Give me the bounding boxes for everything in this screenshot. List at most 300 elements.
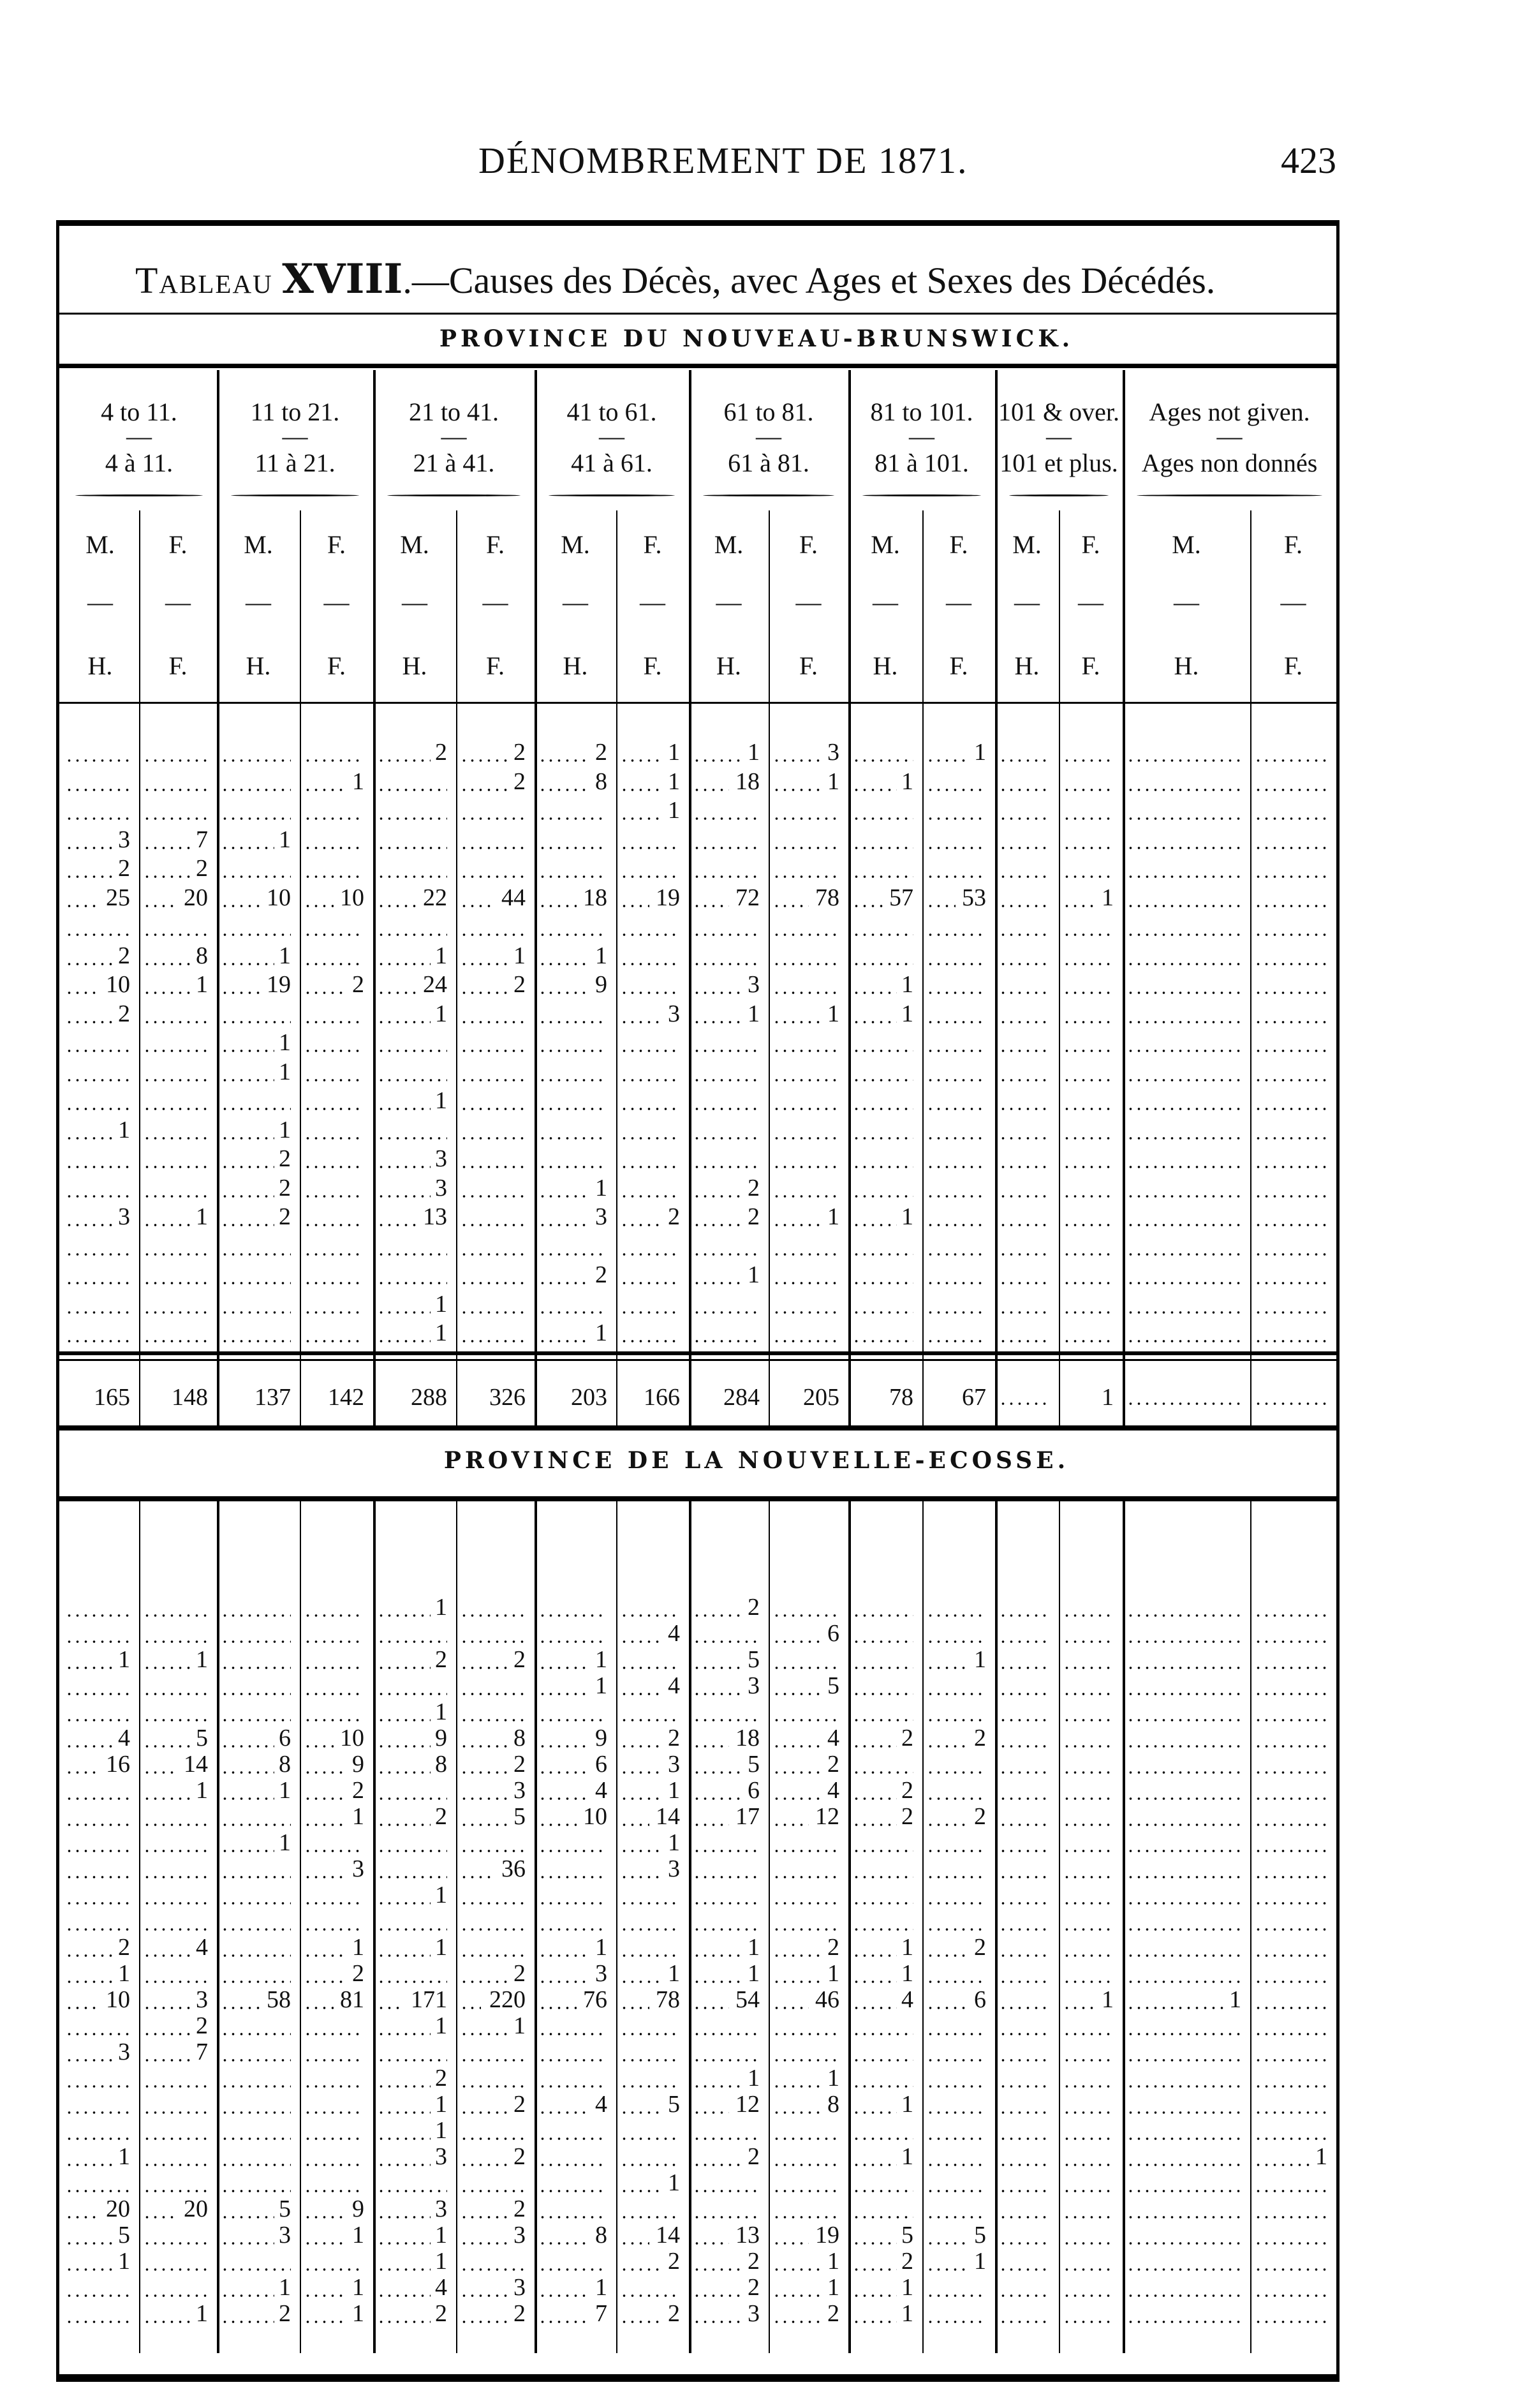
age-group-fr: 101 et plus. xyxy=(1000,449,1118,477)
table-cell: 1 xyxy=(352,1803,364,1830)
leader-dots xyxy=(304,963,364,965)
table-cell: 1 xyxy=(668,2169,680,2196)
sex-header-dash: — xyxy=(165,588,191,616)
table-cell: 1 xyxy=(901,2274,913,2301)
leader-dots xyxy=(538,1614,607,1617)
leader-dots xyxy=(620,1137,680,1140)
leader-dots xyxy=(460,1850,526,1852)
leader-dots xyxy=(460,933,526,936)
total-rule-bottom xyxy=(59,1359,1336,1361)
table-cell: 3 xyxy=(118,2039,130,2065)
leader-dots xyxy=(1254,2216,1327,2218)
table-cell: 81 xyxy=(340,1986,364,2013)
table-cell: 10 xyxy=(340,1725,364,1751)
leader-dots xyxy=(772,1021,823,1023)
table-cell: 19 xyxy=(656,884,680,911)
leader-dots xyxy=(1126,1195,1241,1198)
leader-dots xyxy=(1254,1797,1327,1800)
leader-dots xyxy=(926,1797,986,1800)
table-cell: 13 xyxy=(423,1203,447,1230)
table-cell: 2 xyxy=(513,1751,526,1778)
sex-header-dash: — xyxy=(402,588,427,616)
table-cell: 1 xyxy=(748,1261,760,1288)
table-cell: 2 xyxy=(279,2300,291,2327)
leader-dots xyxy=(1063,1693,1114,1695)
leader-dots xyxy=(65,1253,130,1256)
table-cell: 2 xyxy=(595,1261,607,1288)
leader-dots xyxy=(377,2137,431,2140)
table-cell: 1 xyxy=(595,1174,607,1201)
leader-dots xyxy=(143,2268,208,2271)
leader-dots xyxy=(143,905,177,907)
leader-dots xyxy=(65,2242,114,2245)
leader-dots xyxy=(999,2216,1050,2218)
leader-dots xyxy=(65,2321,130,2323)
table-cell: 2 xyxy=(513,2091,526,2118)
leader-dots xyxy=(852,817,913,820)
table-cell: 1 xyxy=(352,768,364,795)
table-cell: 1 xyxy=(827,1203,839,1230)
leader-dots xyxy=(999,963,1050,965)
table-cell: 1 xyxy=(352,2300,364,2327)
leader-dots xyxy=(852,2216,913,2218)
leader-dots xyxy=(620,1693,663,1695)
leader-dots xyxy=(852,1824,897,1826)
sex-divider xyxy=(139,510,140,1425)
table-cell: 3 xyxy=(513,2274,526,2301)
leader-dots xyxy=(620,1166,680,1168)
table-cell: 1 xyxy=(118,1646,130,1673)
leader-dots xyxy=(377,847,447,849)
table-cell: 1 xyxy=(595,942,607,969)
leader-dots xyxy=(999,1195,1050,1198)
leader-dots xyxy=(538,2268,607,2271)
province-title-new-brunswick: PROVINCE DU NOUVEAU-BRUNSWICK. xyxy=(439,325,1074,352)
leader-dots xyxy=(538,1340,591,1342)
table-cell: 2 xyxy=(668,2300,680,2327)
leader-dots xyxy=(852,1850,913,1852)
leader-dots xyxy=(620,2190,663,2192)
table-cell: 1 xyxy=(901,1000,913,1027)
leader-dots xyxy=(1063,1981,1114,1983)
leader-dots xyxy=(926,2164,986,2166)
leader-dots xyxy=(65,2216,100,2218)
table-cell: 5 xyxy=(513,1803,526,1830)
leader-dots xyxy=(852,1902,913,1905)
leader-dots xyxy=(693,2085,743,2088)
leader-dots xyxy=(999,2242,1050,2245)
leader-dots xyxy=(693,2268,743,2271)
leader-dots xyxy=(926,2007,970,2009)
leader-dots xyxy=(65,1311,130,1314)
leader-dots xyxy=(1126,817,1241,820)
table-cell: 5 xyxy=(901,2222,913,2248)
leader-dots xyxy=(620,1954,680,1957)
leader-dots xyxy=(852,2242,897,2245)
leader-dots xyxy=(221,1981,291,1983)
leader-dots xyxy=(1126,1981,1241,1983)
total-cell: 67 xyxy=(962,1384,986,1411)
leader-dots xyxy=(221,1771,274,1774)
leader-dots xyxy=(460,2321,509,2323)
table-cell: 4 xyxy=(595,1777,607,1804)
leader-dots xyxy=(772,1195,839,1198)
leader-dots xyxy=(377,1079,447,1081)
leader-dots xyxy=(620,1876,663,1878)
leader-dots xyxy=(999,1311,1050,1314)
leader-dots xyxy=(1254,1614,1327,1617)
leader-dots xyxy=(460,1166,526,1168)
table-cell: 10 xyxy=(106,971,130,998)
group-divider xyxy=(995,1501,998,2353)
leader-dots xyxy=(304,1079,364,1081)
leader-dots xyxy=(620,1824,649,1826)
table-cell: 1 xyxy=(668,797,680,824)
leader-dots xyxy=(772,2164,839,2166)
leader-dots xyxy=(538,2033,607,2035)
leader-dots xyxy=(693,1850,760,1852)
leader-dots xyxy=(538,2085,607,2088)
leader-dots xyxy=(304,1954,348,1957)
leader-dots xyxy=(772,789,823,791)
leader-dots xyxy=(143,933,208,936)
table-cell: 1 xyxy=(901,768,913,795)
leader-dots xyxy=(221,1902,291,1905)
leader-dots xyxy=(221,2268,291,2271)
leader-dots xyxy=(143,2164,208,2166)
leader-dots xyxy=(1254,2268,1327,2271)
leader-dots xyxy=(221,1928,291,1931)
leader-dots xyxy=(1063,1797,1114,1800)
table-cell: 8 xyxy=(279,1751,291,1778)
female-header-fr: F. xyxy=(643,651,662,680)
leader-dots xyxy=(143,1311,208,1314)
leader-dots xyxy=(143,817,208,820)
table-cell: 2 xyxy=(352,1960,364,1987)
table-cell: 2 xyxy=(279,1203,291,1230)
leader-dots xyxy=(304,2164,364,2166)
table-cell: 3 xyxy=(748,1672,760,1699)
leader-dots xyxy=(1063,759,1114,762)
leader-dots xyxy=(304,1340,364,1342)
leader-dots xyxy=(852,1745,897,1748)
sex-header-dash: — xyxy=(873,588,898,616)
leader-dots xyxy=(65,2111,130,2114)
leader-dots xyxy=(772,933,839,936)
leader-dots xyxy=(538,759,591,762)
leader-dots xyxy=(999,1253,1050,1256)
leader-dots xyxy=(772,2268,823,2271)
leader-dots xyxy=(693,2111,729,2114)
age-group-en: 101 & over. xyxy=(998,398,1119,426)
leader-dots xyxy=(926,1224,986,1226)
sex-divider xyxy=(1250,1501,1251,2353)
female-header-fr: F. xyxy=(485,651,505,680)
leader-dots xyxy=(304,992,348,994)
male-header-en: M. xyxy=(244,530,273,559)
table-cell: 9 xyxy=(595,971,607,998)
leader-dots xyxy=(304,1640,364,1643)
leader-dots xyxy=(65,963,114,965)
leader-dots xyxy=(538,1902,607,1905)
table-cell: 10 xyxy=(340,884,364,911)
male-header-en: M. xyxy=(871,530,900,559)
leader-dots xyxy=(65,1340,130,1342)
leader-dots xyxy=(460,2059,526,2062)
leader-dots xyxy=(772,1876,839,1878)
leader-dots xyxy=(772,2190,839,2192)
table-cell: 2 xyxy=(513,2143,526,2170)
table-cell: 2 xyxy=(435,739,447,766)
leader-dots xyxy=(377,1876,447,1878)
sex-header-dash: — xyxy=(87,588,113,616)
leader-dots xyxy=(926,1253,986,1256)
leader-dots xyxy=(772,2242,809,2245)
leader-dots xyxy=(65,2033,130,2035)
table-cell: 3 xyxy=(668,1855,680,1882)
leader-dots xyxy=(1063,963,1114,965)
leader-dots xyxy=(1063,1850,1114,1852)
leader-dots xyxy=(999,1079,1050,1081)
leader-dots xyxy=(620,2321,663,2323)
leader-dots xyxy=(538,1021,607,1023)
leader-dots xyxy=(999,2059,1050,2062)
leader-dots xyxy=(538,1224,591,1226)
leader-dots xyxy=(65,2085,130,2088)
leader-dots xyxy=(693,1797,743,1800)
leader-dots xyxy=(620,1771,663,1774)
leader-dots xyxy=(1126,1876,1241,1878)
leader-dots xyxy=(852,1166,913,1168)
leader-dots xyxy=(772,1282,839,1284)
sex-divider xyxy=(456,510,457,1425)
leader-dots xyxy=(143,1902,208,1905)
leader-dots xyxy=(1126,2268,1241,2271)
table-cell: 9 xyxy=(352,2196,364,2222)
leader-dots xyxy=(772,1693,823,1695)
leader-dots xyxy=(460,789,509,791)
male-header-en: M. xyxy=(400,530,429,559)
leader-dots xyxy=(1254,2059,1327,2062)
leader-dots xyxy=(221,2294,274,2297)
female-header-en: F. xyxy=(168,530,188,559)
table-cell: 1 xyxy=(595,1672,607,1699)
leader-dots xyxy=(852,1311,913,1314)
table-cell: 1 xyxy=(827,2065,839,2092)
leader-dots xyxy=(926,2085,986,2088)
leader-dots xyxy=(65,1640,130,1643)
leader-dots xyxy=(1063,2268,1114,2271)
leader-dots xyxy=(926,2216,986,2218)
leader-dots xyxy=(1126,1640,1241,1643)
table-cell: 1 xyxy=(668,739,680,766)
leader-dots xyxy=(926,1195,986,1198)
table-cell: 17 xyxy=(735,1803,760,1830)
leader-dots xyxy=(1126,2085,1241,2088)
table-cell: 10 xyxy=(267,884,291,911)
leader-dots xyxy=(852,1719,913,1721)
leader-dots xyxy=(926,817,986,820)
age-group-en: 11 to 21. xyxy=(250,398,340,426)
leader-dots xyxy=(65,1719,130,1721)
leader-dots xyxy=(1126,789,1241,791)
leader-dots xyxy=(65,905,100,907)
leader-dots xyxy=(65,2268,114,2271)
leader-dots xyxy=(999,1797,1050,1800)
table-cell: 2 xyxy=(118,1000,130,1027)
leader-dots xyxy=(538,1824,577,1826)
leader-dots xyxy=(1063,1771,1114,1774)
sex-header-dash: — xyxy=(795,588,822,616)
leader-dots xyxy=(1126,2007,1225,2009)
leader-dots xyxy=(852,789,897,791)
age-group-dash: — xyxy=(282,422,308,450)
leader-dots xyxy=(1126,1693,1241,1695)
leader-dots xyxy=(772,1771,823,1774)
leader-dots xyxy=(143,1166,208,1168)
leader-dots xyxy=(852,2190,913,2192)
table-cell: 1 xyxy=(595,1934,607,1961)
leader-dots xyxy=(377,2321,431,2323)
table-cell: 1 xyxy=(748,1934,760,1961)
leader-dots xyxy=(1126,1614,1241,1617)
leader-dots xyxy=(65,789,130,791)
leader-dots xyxy=(926,1108,986,1110)
leader-dots xyxy=(377,1224,417,1226)
leader-dots xyxy=(999,1402,1050,1405)
table-cell: 13 xyxy=(735,2222,760,2248)
table-cell: 1 xyxy=(901,2091,913,2118)
leader-dots xyxy=(999,2164,1050,2166)
leader-dots xyxy=(1254,1902,1327,1905)
leader-dots xyxy=(852,1981,897,1983)
table-cell: 1 xyxy=(748,1000,760,1027)
leader-dots xyxy=(143,1954,191,1957)
sex-divider xyxy=(922,510,924,1425)
leader-dots xyxy=(377,933,447,936)
leader-dots xyxy=(143,1876,208,1878)
leader-dots xyxy=(1126,1253,1241,1256)
leader-dots xyxy=(143,1693,208,1695)
leader-dots xyxy=(1126,1021,1241,1023)
table-cell: 4 xyxy=(118,1725,130,1751)
sex-divider xyxy=(139,1501,140,2353)
leader-dots xyxy=(65,1050,130,1052)
table-cell: 2 xyxy=(118,1934,130,1961)
leader-dots xyxy=(460,2190,526,2192)
leader-dots xyxy=(143,2242,208,2245)
sex-divider xyxy=(1250,510,1251,1425)
age-group-fr: Ages non donnés xyxy=(1141,449,1318,477)
leader-dots xyxy=(304,2111,364,2114)
leader-dots xyxy=(460,1050,526,1052)
leader-dots xyxy=(538,933,607,936)
group-divider xyxy=(373,370,376,1425)
leader-dots xyxy=(143,1340,208,1342)
leader-dots xyxy=(1254,1693,1327,1695)
sex-header-dash: — xyxy=(1078,588,1103,616)
leader-dots xyxy=(304,2321,348,2323)
leader-dots xyxy=(772,1614,839,1617)
table-cell: 10 xyxy=(106,1986,130,2013)
leader-dots xyxy=(143,759,208,762)
leader-dots xyxy=(693,1745,729,1748)
age-group-dash: — xyxy=(441,422,467,450)
leader-dots xyxy=(693,2059,760,2062)
leader-dots xyxy=(852,1195,913,1198)
group-divider xyxy=(848,1501,851,2353)
group-divider xyxy=(1123,1501,1125,2353)
leader-dots xyxy=(999,1771,1050,1774)
leader-dots xyxy=(772,1719,839,1721)
leader-dots xyxy=(999,1166,1050,1168)
table-cell: 1 xyxy=(668,1829,680,1856)
table-cell: 1 xyxy=(435,2117,447,2144)
leader-dots xyxy=(1254,2137,1327,2140)
leader-dots xyxy=(65,847,114,849)
leader-dots xyxy=(693,1667,743,1669)
leader-dots xyxy=(926,759,970,762)
leader-dots xyxy=(65,1224,114,1226)
sex-divider xyxy=(456,1501,457,2353)
leader-dots xyxy=(926,1137,986,1140)
leader-dots xyxy=(304,759,364,762)
leader-dots xyxy=(1126,2294,1241,2297)
leader-dots xyxy=(620,2294,680,2297)
leader-dots xyxy=(377,1719,431,1721)
leader-dots xyxy=(304,1195,364,1198)
leader-dots xyxy=(1254,1850,1327,1852)
leader-dots xyxy=(772,1253,839,1256)
table-cell: 1 xyxy=(748,739,760,766)
table-cell: 2 xyxy=(279,1174,291,1201)
table-cell: 1 xyxy=(827,2248,839,2275)
table-cell: 1 xyxy=(901,1934,913,1961)
table-cell: 2 xyxy=(435,2300,447,2327)
leader-dots xyxy=(65,875,114,878)
group-divider xyxy=(848,370,851,1425)
leader-dots xyxy=(538,1981,591,1983)
leader-dots xyxy=(460,1021,526,1023)
leader-dots xyxy=(926,905,956,907)
leader-dots xyxy=(377,2268,431,2271)
leader-dots xyxy=(1254,1253,1327,1256)
sex-header-dash: — xyxy=(1014,588,1040,616)
leader-dots xyxy=(926,1640,986,1643)
leader-dots xyxy=(143,1928,208,1931)
leader-dots xyxy=(221,1079,274,1081)
leader-dots xyxy=(1063,1954,1114,1957)
leader-dots xyxy=(852,1954,897,1957)
leader-dots xyxy=(377,2294,431,2297)
leader-dots xyxy=(460,1771,509,1774)
leader-dots xyxy=(65,992,100,994)
female-header-fr: F. xyxy=(1283,651,1303,680)
table-cell: 4 xyxy=(901,1986,913,2013)
table-cell: 1 xyxy=(827,1000,839,1027)
leader-dots xyxy=(1126,1902,1241,1905)
table-cell: 2 xyxy=(668,1203,680,1230)
table-cell: 1 xyxy=(352,1934,364,1961)
leader-dots xyxy=(1126,1137,1241,1140)
leader-dots xyxy=(999,2268,1050,2271)
table-cell: 7 xyxy=(196,2039,208,2065)
table-cell: 3 xyxy=(435,1174,447,1201)
leader-dots xyxy=(304,2007,334,2009)
table-cell: 1 xyxy=(513,2012,526,2039)
leader-dots xyxy=(926,1850,986,1852)
leader-dots xyxy=(377,1745,431,1748)
